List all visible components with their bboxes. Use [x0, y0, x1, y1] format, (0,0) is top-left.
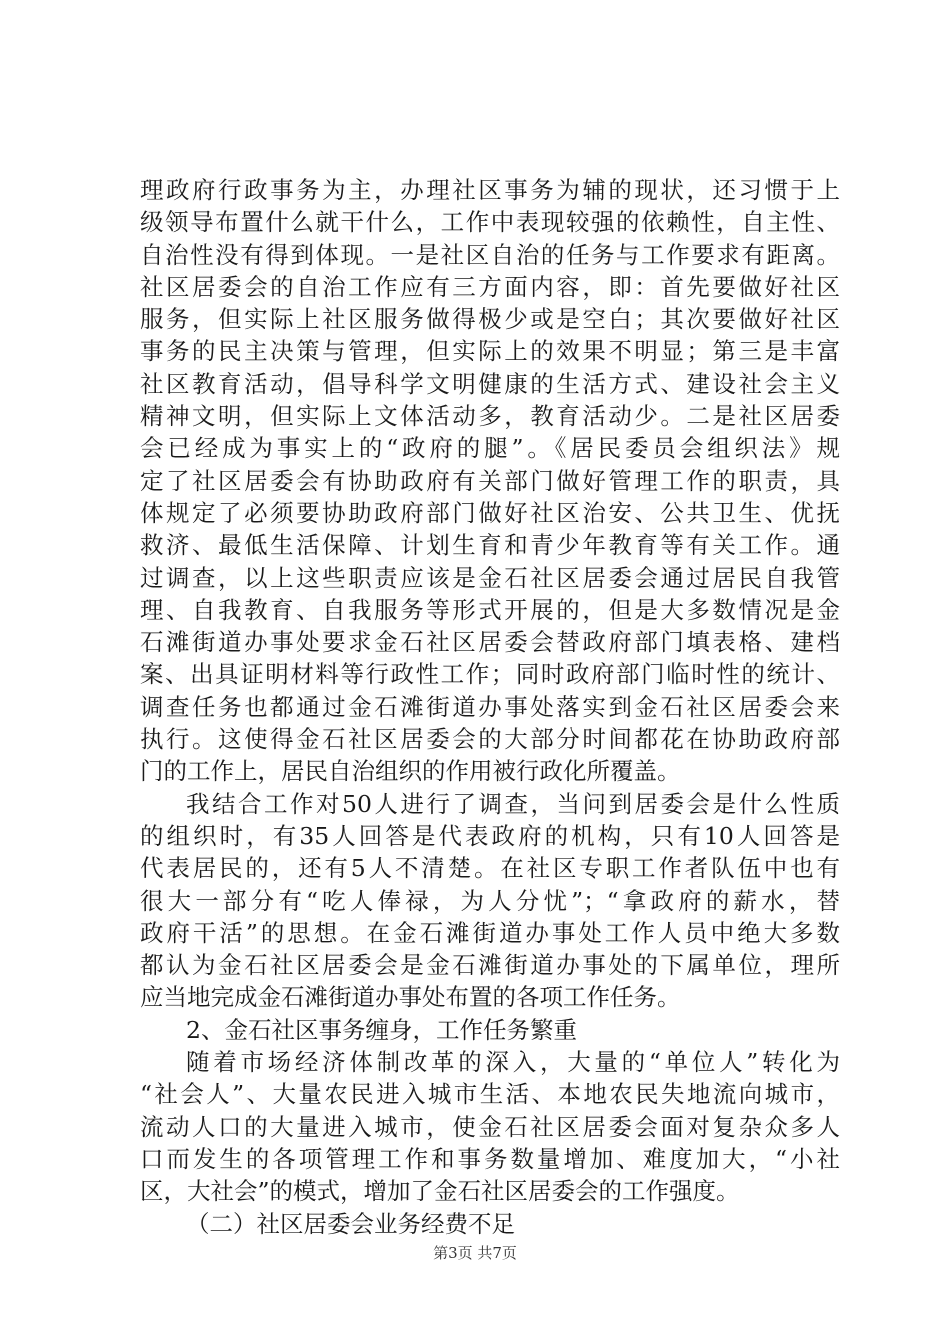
text-line: 级领导布置什么就干什么，工作中表现较强的依赖性，自主性、 [140, 208, 840, 237]
text-line: 救济、最低生活保障、计划生育和青少年教育等有关工作。通 [140, 531, 840, 560]
text-line: 流动人口的大量进入城市，使金石社区居委会面对复杂众多人 [140, 1112, 840, 1141]
text-line: 精神文明，但实际上文体活动多，教育活动少。二是社区居委 [140, 402, 840, 431]
text-line: 都认为金石社区居委会是金石滩街道办事处的下属单位，理所 [140, 951, 840, 980]
text-line: （二）社区居委会业务经费不足 [186, 1209, 515, 1238]
text-line: 自治性没有得到体现。一是社区自治的任务与工作要求有距离。 [140, 240, 840, 269]
text-line: 调查任务也都通过金石滩街道办事处落实到金石社区居委会来 [140, 692, 840, 721]
text-line: 政府干活”的思想。在金石滩街道办事处工作人员中绝大多数 [140, 918, 840, 947]
text-line: 随着市场经济体制改革的深入，大量的“单位人”转化为 [186, 1048, 840, 1077]
text-line: 事务的民主决策与管理，但实际上的效果不明显；第三是丰富 [140, 337, 840, 366]
text-line: 门的工作上，居民自治组织的作用被行政化所覆盖。 [140, 757, 681, 786]
text-line: 理政府行政事务为主，办理社区事务为辅的现状，还习惯于上 [140, 176, 840, 204]
text-line: 案、出具证明材料等行政性工作；同时政府部门临时性的统计、 [140, 660, 840, 689]
text-line: 服务，但实际上社区服务做得极少或是空白；其次要做好社区 [140, 305, 840, 334]
text-line: 口而发生的各项管理工作和事务数量增加、难度加大，“小社 [140, 1144, 840, 1173]
text-line: 社区居委会的自治工作应有三方面内容，即：首先要做好社区 [140, 272, 840, 301]
text-line: 我结合工作对50人进行了调查，当问到居委会是什么性质 [186, 789, 840, 818]
text-line: 代表居民的，还有5人不清楚。在社区专职工作者队伍中也有 [140, 854, 840, 883]
text-line: 应当地完成金石滩街道办事处布置的各项工作任务。 [140, 983, 681, 1012]
text-line: 区，大社会”的模式，增加了金石社区居委会的工作强度。 [140, 1177, 740, 1206]
text-line: 会已经成为事实上的“政府的腿”。《居民委员会组织法》规 [140, 434, 840, 463]
text-line: 执行。这使得金石社区居委会的大部分时间都花在协助政府部 [140, 725, 840, 754]
text-line: 定了社区居委会有协助政府有关部门做好管理工作的职责，具 [140, 466, 840, 495]
text-line: 过调查，以上这些职责应该是金石社区居委会通过居民自我管 [140, 563, 840, 592]
text-line: 体规定了必须要协助政府部门做好社区治安、公共卫生、优抚 [140, 498, 840, 527]
text-line: 社区教育活动，倡导科学文明健康的生活方式、建设社会主义 [140, 369, 840, 398]
text-line: 理、自我教育、自我服务等形式开展的，但是大多数情况是金 [140, 595, 840, 624]
text-line: 的组织时，有35人回答是代表政府的机构，只有10人回答是 [140, 821, 840, 850]
text-line: 很大一部分有“吃人俸禄，为人分忧”；“拿政府的薪水，替 [140, 886, 840, 915]
text-line: 2、金石社区事务缠身，工作任务繁重 [186, 1015, 577, 1044]
document-body [140, 174, 840, 1240]
page-footer: 第3页 共7页 [433, 1244, 517, 1262]
text-line: “社会人”、大量农民进入城市生活、本地农民失地流向城市， [140, 1080, 840, 1109]
text-line: 石滩街道办事处要求金石社区居委会替政府部门填表格、建档 [140, 628, 840, 657]
